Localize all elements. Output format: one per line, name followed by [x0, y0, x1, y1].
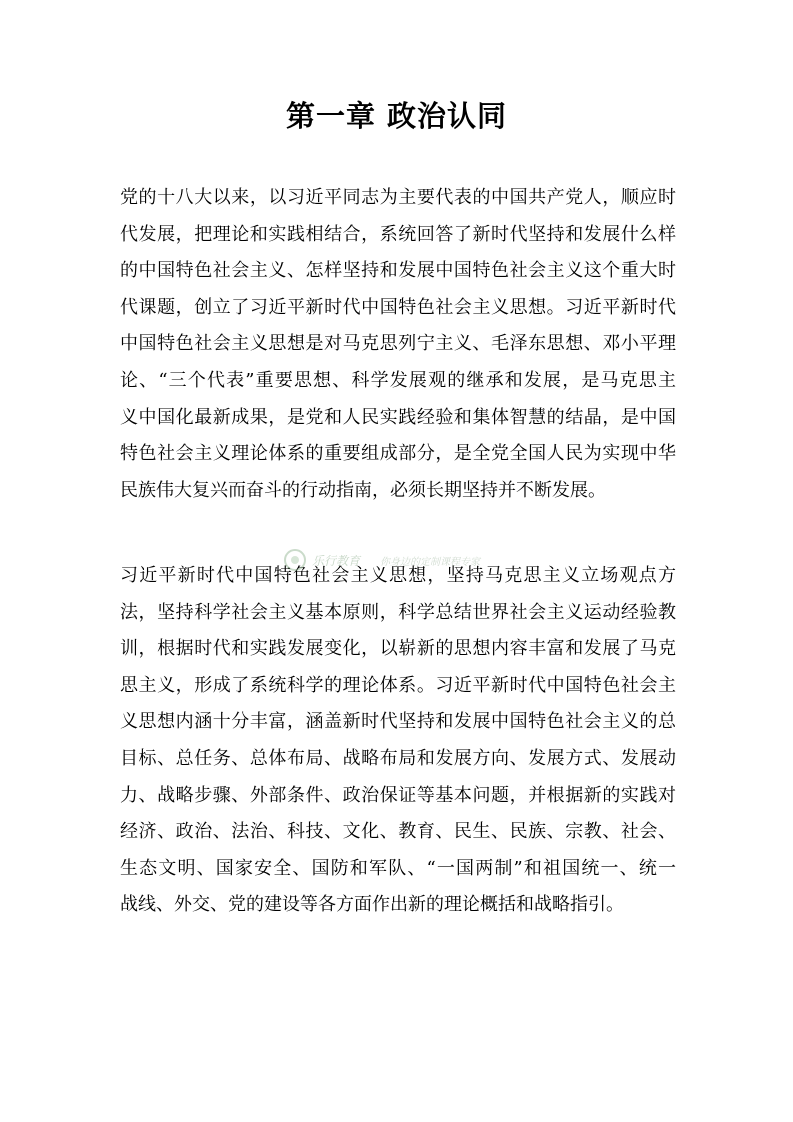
text-line: 目标、总任务、总体布局、战略布局和发展方向、发展方式、发展动 [120, 747, 676, 769]
text-line: 特色社会主义理论体系的重要组成部分，是全党全国人民为实现中华 [120, 443, 676, 465]
paragraph-1 [120, 180, 676, 509]
text-line: 力、战略步骤、外部条件、政治保证等基本问题，并根据新的实践对 [120, 784, 676, 806]
text-line: 的中国特色社会主义、怎样坚持和发展中国特色社会主义这个重大时 [120, 260, 676, 282]
text-line: 民族伟大复兴而奋斗的行动指南，必须长期坚持并不断发展。 [120, 479, 606, 501]
paragraph-2 [120, 558, 676, 924]
text-line: 代课题，创立了习近平新时代中国特色社会主义思想。习近平新时代 [120, 296, 676, 318]
text-line: 经济、政治、法治、科技、文化、教育、民生、民族、宗教、社会、 [120, 821, 676, 843]
watermark [284, 548, 480, 572]
text-line: 义思想内涵十分丰富，涵盖新时代坚持和发展中国特色社会主义的总 [120, 711, 676, 733]
text-line: 训，根据时代和实践发展变化，以崭新的思想内容丰富和发展了马克 [120, 638, 676, 660]
leaf-circle-logo-icon [284, 549, 306, 571]
watermark-slogan: 你身边的定制课程专家 [380, 556, 481, 568]
text-line: 代发展，把理论和实践相结合，系统回答了新时代坚持和发展什么样 [120, 223, 676, 245]
chapter-title: 第一章 政治认同 [285, 99, 508, 133]
text-line: 战线、外交、党的建设等各方面作出新的理论概括和战略指引。 [120, 894, 624, 916]
text-line: 党的十八大以来，以习近平同志为主要代表的中国共产党人，顺应时 [120, 187, 676, 208]
text-line: 法，坚持科学社会主义基本原则，科学总结世界社会主义运动经验教 [120, 601, 676, 623]
text-line: 习近平新时代中国特色社会主义思想，坚持马克思主义立场观点方 [120, 565, 676, 586]
watermark-name: 乐行教育 [312, 553, 361, 568]
text-line: 思主义，形成了系统科学的理论体系。习近平新时代中国特色社会主 [120, 674, 676, 696]
text-line: 论、“三个代表”重要思想、科学发展观的继承和发展，是马克思主 [120, 369, 676, 391]
text-line: 生态文明、国家安全、国防和军队、“一国两制”和祖国统一、统一 [120, 857, 676, 879]
text-line: 中国特色社会主义思想是对马克思列宁主义、毛泽东思想、邓小平理 [120, 333, 676, 355]
text-line: 义中国化最新成果，是党和人民实践经验和集体智慧的结晶，是中国 [120, 406, 676, 428]
